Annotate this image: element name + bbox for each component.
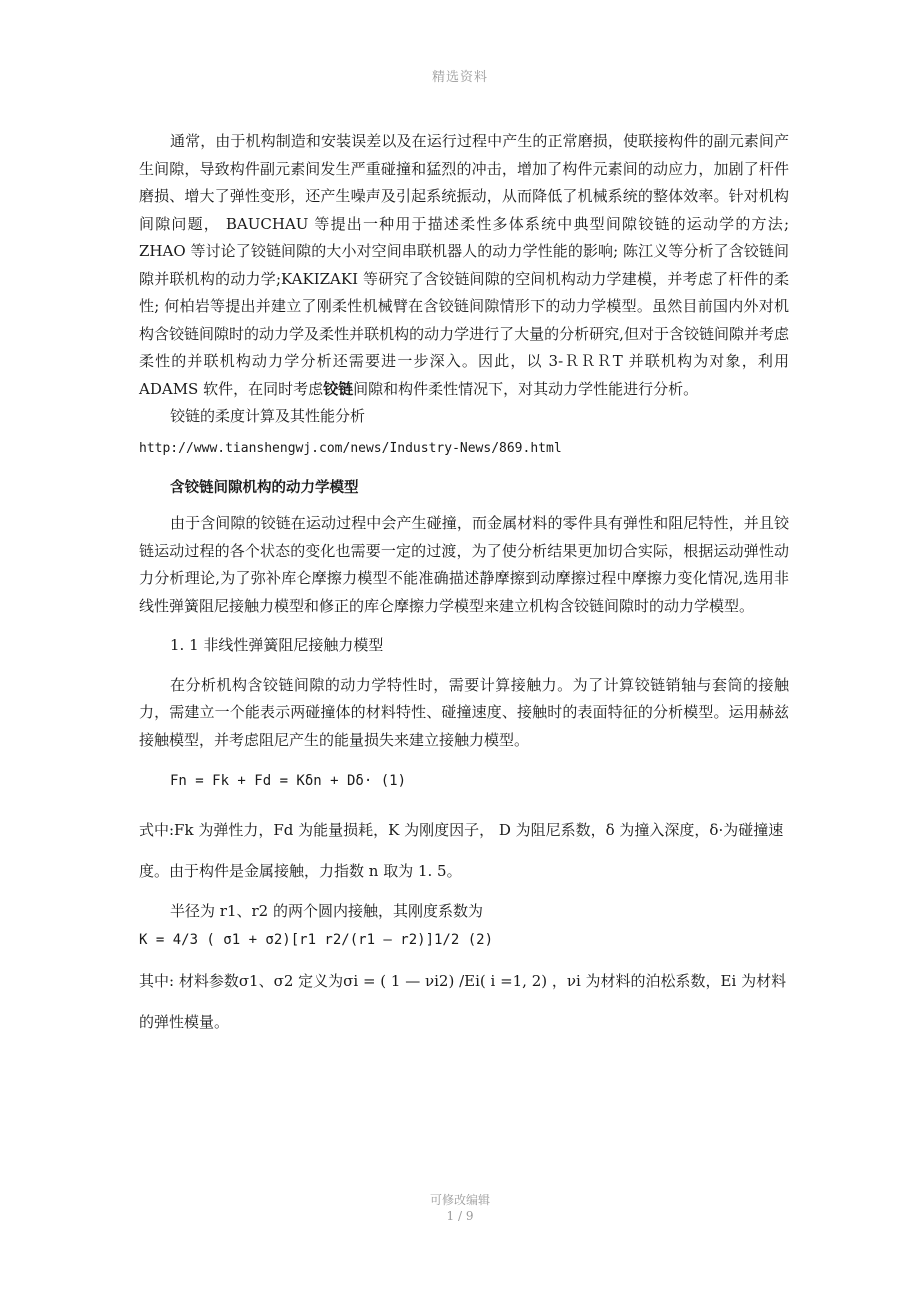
- footer-editable-note: 可修改编辑: [429, 1193, 490, 1207]
- intro-bold-keyword: 铰链: [323, 379, 354, 398]
- formula-2-description: 其中: 材料参数σ1、σ2 定义为σi = ( 1 — νi2) /Ei( i =1, 2) ，νi 为材料的泊松系数，Ei 为材料的弹性模量。: [139, 971, 787, 1031]
- subsection-heading: 1. 1 非线性弹簧阻尼接触力模型: [170, 636, 384, 654]
- section-paragraph: 由于含间隙的铰链在运动过程中会产生碰撞，而金属材料的零件具有弹性和阻尼特性，并且铰链运动过程的各个状态的变化也需要一定的过渡，为了使分析结果更加切合实际，根据运动弹性动力分析理论,为了弥补库仑摩擦力模型不能准确描述静摩擦到动摩擦过程中摩擦力变化情况,选用非线性弹簧阻尼接触力模型和修正的库仑摩擦力学模型来建立机构含铰链间隙时的动力学模型。: [139, 514, 789, 615]
- contact-paragraph: 在分析机构含铰链间隙的动力学特性时，需要计算接触力。为了计算铰链销轴与套筒的接触力，需建立一个能表示两碰撞体的材料特性、碰撞速度、接触时的表面特征的分析模型。运用赫兹接触模型，并考虑阻尼产生的能量损失来建立接触力模型。: [139, 675, 789, 749]
- page-footer: [0, 1192, 920, 1224]
- intro-paragraph: [139, 128, 789, 403]
- formula-2: K = 4/3 ( σ1 + σ2)[r1 r2/(r1 — r2)]1/2 (2): [139, 932, 494, 948]
- link-url[interactable]: http://www.tianshengwj.com/news/Industry-News/869.html: [139, 440, 562, 456]
- radius-paragraph: 半径为 r1、r2 的两个圆内接触，其刚度系数为: [170, 901, 483, 920]
- document-body: [139, 128, 789, 1043]
- page-header: 精选资料: [431, 70, 488, 85]
- page-number: 1 / 9: [446, 1209, 474, 1223]
- link-title[interactable]: 铰链的柔度计算及其性能分析: [170, 407, 366, 425]
- intro-text-end: 间隙和构件柔性情况下，对其动力学性能进行分析。: [353, 379, 699, 398]
- formula-1: Fn = Fk + Fd = Kδn + Dδ· (1): [170, 773, 407, 789]
- formula-1-description: 式中:Fk 为弹性力，Fd 为能量损耗，K 为刚度因子， D 为阻尼系数，δ 为撞入深度，δ·为碰撞速度。由于构件是金属接触，力指数 n 取为 1. 5。: [139, 820, 784, 880]
- intro-text: 通常，由于机构制造和安装误差以及在运行过程中产生的正常磨损，使联接构件的副元素间产生间隙，导致构件副元素间发生严重碰撞和猛烈的冲击，增加了构件元素间的动应力，加剧了杆件磨损、增大了弹性变形，还产生噪声及引起系统振动，从而降低了机械系统的整体效率。针对机构间隙问题， BAUCHAU 等提出一种用于描述柔性多体系统中典型间隙铰链的运动学的方法; ZHAO 等讨论了铰链间隙的大小对空间串联机器人的动力学性能的影响; 陈江义等分析了含铰链间隙并联机构的动力学;KAKIZAKI 等研究了含铰链间隙的空间机构动力学建模，并考虑了杆件的柔性; 何柏岩等提出并建立了刚柔性机械臂在含铰链间隙情形下的动力学模型。虽然目前国内外对机构含铰链间隙时的动力学及柔性并联机构的动力学进行了大量的分析研究,但对于含铰链间隙并考虑柔性的并联机构动力学分析还需要进一步深入。因此，以 3-ＲＲＲT 并联机构为对象，利用 ADAMS 软件，在同时考虑: [139, 132, 789, 398]
- section-heading: 含铰链间隙机构的动力学模型: [170, 479, 359, 496]
